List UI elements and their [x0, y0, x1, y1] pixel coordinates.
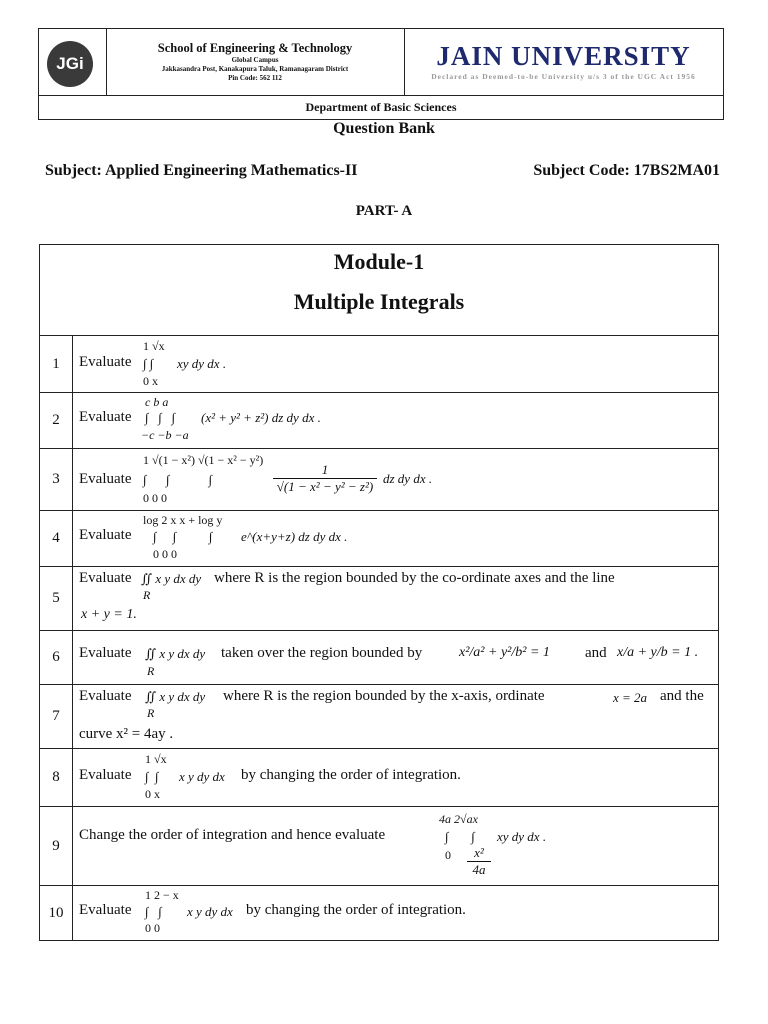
- question-content: [73, 886, 718, 940]
- question-text: Evaluate: [79, 354, 132, 370]
- curve-equation: curve x² = 4ay .: [79, 726, 174, 742]
- question-text: Evaluate: [79, 527, 132, 543]
- school-address: Jakkasandra Post, Kanakapura Taluk, Ramanagaram District: [161, 65, 349, 73]
- question-number: 8: [40, 749, 73, 806]
- lower-limits: 0 0 0: [153, 547, 177, 561]
- question-text-rest2: and the: [660, 688, 704, 704]
- question-text: Change the order of integration and hence evaluate: [79, 827, 386, 843]
- and-text: and: [585, 645, 607, 661]
- region-label: R: [143, 588, 151, 602]
- upper-limits: log 2 x x + log y: [143, 513, 223, 527]
- ordinate-equation: x = 2a: [613, 690, 648, 705]
- question-text: Evaluate: [79, 688, 132, 704]
- integrand: (x² + y² + z²) dz dy dx .: [201, 410, 321, 425]
- school-name: School of Engineering & Technology: [157, 41, 353, 55]
- question-row: [40, 336, 718, 393]
- upper-limits: c b a: [145, 395, 169, 409]
- question-row: [40, 631, 718, 685]
- question-number: 6: [40, 631, 73, 684]
- integral-sign: ∫ ∫: [143, 356, 154, 371]
- fraction-denominator: √(1 − x² − y² − z²): [273, 478, 377, 495]
- question-text: Evaluate: [79, 409, 132, 425]
- lower-limits: 0 x: [143, 374, 158, 388]
- question-text-rest: by changing the order of integration.: [246, 902, 466, 918]
- question-row: [40, 393, 718, 449]
- question-text-rest: where R is the region bounded by the x-axis, ordinate: [223, 688, 545, 704]
- question-text: Evaluate: [79, 902, 132, 918]
- upper-limits: 1 √x: [143, 339, 165, 353]
- upper-limits: 1 √(1 − x²) √(1 − x² − y²): [143, 453, 264, 467]
- integrand: ∬ x y dx dy: [145, 646, 206, 661]
- module-title: Module-1: [333, 249, 425, 274]
- lower-limit: 0: [445, 848, 451, 862]
- question-row: [40, 886, 718, 940]
- upper-limits: 4a 2√ax: [439, 812, 478, 826]
- integrand: xy dy dx .: [497, 829, 547, 844]
- question-content: [73, 336, 718, 392]
- university-info: [404, 29, 723, 95]
- question-row: [40, 511, 718, 567]
- pin-code: Pin Code: 562 112: [228, 74, 282, 82]
- letterhead-top-row: [39, 29, 723, 96]
- campus-name: Global Campus: [231, 56, 279, 64]
- lower-limit-fraction: [467, 845, 491, 878]
- school-info: [106, 29, 405, 95]
- question-content: [73, 511, 718, 566]
- question-row: [40, 567, 718, 631]
- fraction: [273, 462, 377, 495]
- document-title: Question Bank: [333, 120, 435, 137]
- question-text-rest: where R is the region bounded by the co-ordinate axes and the line: [214, 570, 615, 586]
- question-table: [39, 244, 719, 941]
- module-subtitle: Multiple Integrals: [293, 289, 465, 314]
- integral-sign: ∫ ∫ ∫: [143, 472, 213, 487]
- question-row: [40, 685, 718, 749]
- question-content: [73, 567, 718, 630]
- question-number: 10: [40, 886, 73, 940]
- integral-sign: ∫ ∫ ∫: [145, 410, 176, 425]
- integrand: dz dy dx .: [383, 471, 433, 486]
- university-name: JAIN UNIVERSITY: [436, 41, 691, 71]
- fraction-denominator: 4a: [467, 861, 491, 878]
- subject-code: Subject Code: 17BS2MA01: [533, 162, 720, 179]
- upper-limits: 1 √x: [145, 752, 167, 766]
- question-text-rest: by changing the order of integration.: [241, 767, 461, 783]
- fraction-numerator: x²: [474, 845, 484, 860]
- question-text: Evaluate: [79, 570, 132, 586]
- region-label: R: [147, 664, 155, 678]
- letterhead: [38, 28, 724, 120]
- question-number: 3: [40, 449, 73, 510]
- question-number: 2: [40, 393, 73, 448]
- integral-sign: ∫ ∫: [145, 769, 159, 784]
- lower-limits: 0 x: [145, 787, 160, 801]
- part-label: PART- A: [355, 203, 413, 219]
- subject-name: Subject: Applied Engineering Mathematics-II: [45, 162, 358, 179]
- question-content: [73, 807, 718, 885]
- integral-sign: ∫ ∫ ∫: [153, 529, 213, 544]
- question-number: 4: [40, 511, 73, 566]
- line-equation: x + y = 1.: [81, 607, 137, 622]
- integrand: e^(x+y+z) dz dy dx .: [241, 529, 348, 544]
- question-content: [73, 393, 718, 448]
- question-row: [40, 749, 718, 807]
- university-logo: JGi: [47, 41, 93, 87]
- question-number: 9: [40, 807, 73, 885]
- question-content: [73, 685, 718, 748]
- question-number: 7: [40, 685, 73, 748]
- lower-limits: 0 0: [145, 921, 160, 935]
- integral-sign: ∫ ∫: [445, 829, 475, 844]
- line-equation: x/a + y/b = 1 .: [617, 645, 699, 660]
- integrand: ∬ x y dx dy: [141, 571, 202, 586]
- question-row: [40, 449, 718, 511]
- integrand: xy dy dx .: [177, 356, 227, 371]
- ellipse-equation: x²/a² + y²/b² = 1: [459, 645, 550, 660]
- question-content: [73, 749, 718, 806]
- integral-sign: ∫ ∫: [145, 904, 162, 919]
- lower-limits: 0 0 0: [143, 491, 167, 505]
- question-content: [73, 631, 718, 684]
- integrand: x y dy dx: [187, 904, 233, 919]
- module-header: [40, 245, 718, 336]
- question-text: Evaluate: [79, 471, 132, 487]
- fraction-numerator: 1: [321, 462, 329, 477]
- integrand: ∬ x y dx dy: [145, 689, 206, 704]
- question-text-rest: taken over the region bounded by: [221, 645, 423, 661]
- question-text: Evaluate: [79, 645, 132, 661]
- region-label: R: [147, 706, 155, 720]
- integrand: x y dy dx: [179, 769, 225, 784]
- lower-limits: −c −b −a: [141, 428, 189, 442]
- question-content: [73, 449, 718, 510]
- logo-cell: [39, 29, 107, 95]
- question-number: 1: [40, 336, 73, 392]
- department-name: Department of Basic Sciences: [305, 100, 457, 114]
- upper-limits: 1 2 − x: [145, 888, 179, 902]
- question-row: [40, 807, 718, 886]
- question-text: Evaluate: [79, 767, 132, 783]
- question-number: 5: [40, 567, 73, 630]
- university-tagline: Declared as Deemed-to-be University u/s 3 of the UGC Act 1956: [431, 72, 696, 81]
